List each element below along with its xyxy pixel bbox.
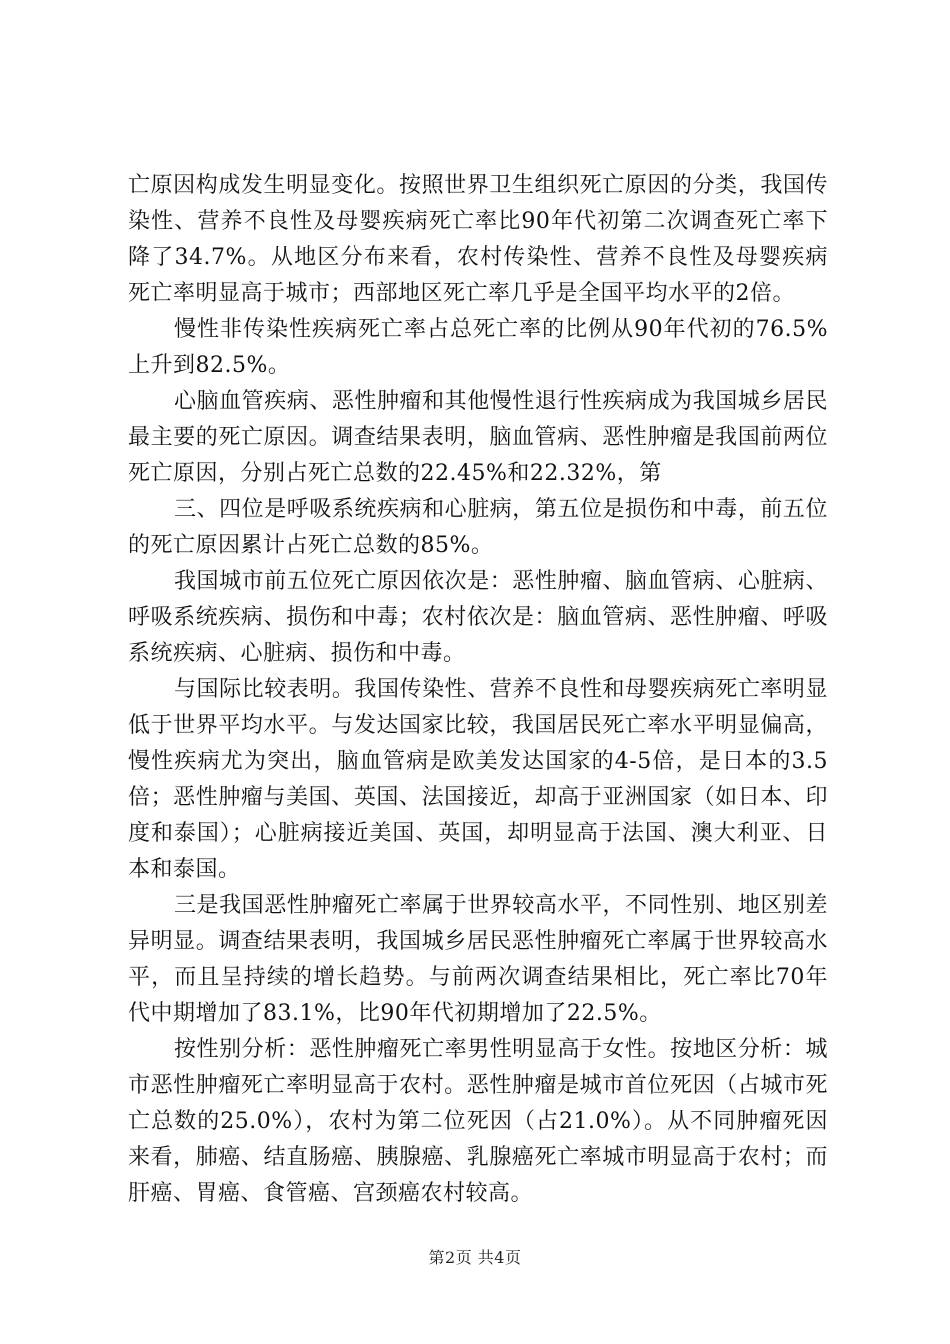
paragraph-1: 亡原因构成发生明显变化。按照世界卫生组织死亡原因的分类，我国传染性、营养不良性及母婴疾病死亡率比90年代初第二次调查死亡率下降了34.7%。从地区分布来看，农村传染性、营养不良性及母婴疾病死亡率明显高于城市；西部地区死亡率几乎是全国平均水平的2倍。 — [128, 173, 828, 306]
document-body — [128, 168, 828, 1212]
paragraph-6: 与国际比较表明。我国传染性、营养不良性和母婴疾病死亡率明显低于世界平均水平。与发达国家比较，我国居民死亡率水平明显偏高，慢性疾病尤为突出，脑血管病是欧美发达国家的4-5倍，是日本的3.5倍；恶性肿瘤与美国、英国、法国接近，却高于亚洲国家（如日本、印度和泰国）；心脏病接近美国、英国，却明显高于法国、澳大利亚、日本和泰国。 — [128, 677, 828, 882]
paragraph-4: 三、四位是呼吸系统疾病和心脏病，第五位是损伤和中毒，前五位的死亡原因累计占死亡总数的85%。 — [128, 497, 828, 558]
paragraph-2: 慢性非传染性疾病死亡率占总死亡率的比例从90年代初的76.5%上升到82.5%。 — [128, 317, 828, 378]
page-number-footer: 第2页 共4页 — [428, 1248, 522, 1267]
paragraph-7: 三是我国恶性肿瘤死亡率属于世界较高水平，不同性别、地区别差异明显。调查结果表明，我国城乡居民恶性肿瘤死亡率属于世界较高水平，而且呈持续的增长趋势。与前两次调查结果相比，死亡率比70年代中期增加了83.1%，比90年代初期增加了22.5%。 — [128, 893, 828, 1026]
paragraph-5: 我国城市前五位死亡原因依次是：恶性肿瘤、脑血管病、心脏病、呼吸系统疾病、损伤和中毒；农村依次是：脑血管病、恶性肿瘤、呼吸系统疾病、心脏病、损伤和中毒。 — [128, 569, 828, 666]
paragraph-3: 心脑血管疾病、恶性肿瘤和其他慢性退行性疾病成为我国城乡居民最主要的死亡原因。调查结果表明，脑血管病、恶性肿瘤是我国前两位死亡原因，分别占死亡总数的22.45%和22.32%，第 — [128, 389, 828, 486]
paragraph-8: 按性别分析：恶性肿瘤死亡率男性明显高于女性。按地区分析：城市恶性肿瘤死亡率明显高于农村。恶性肿瘤是城市首位死因（占城市死亡总数的25.0%），农村为第二位死因（占21.0%）。从不同肿瘤死因来看，肺癌、结直肠癌、胰腺癌、乳腺癌死亡率城市明显高于农村；而肝癌、胃癌、食管癌、宫颈癌农村较高。 — [128, 1037, 828, 1206]
